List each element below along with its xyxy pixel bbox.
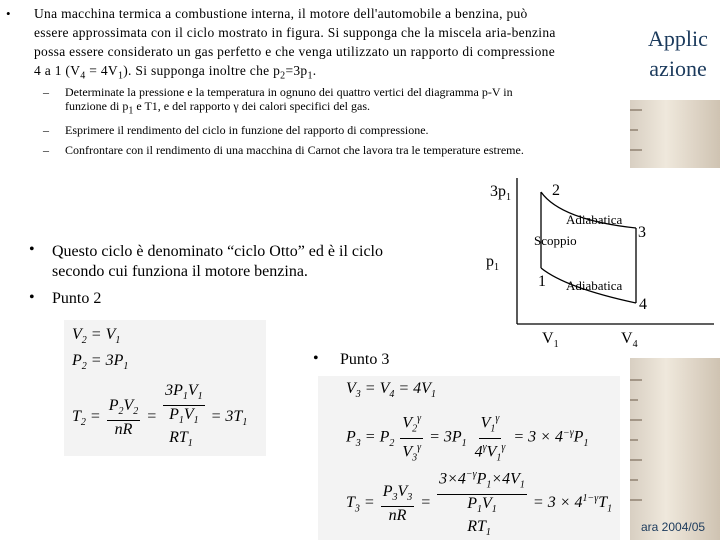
bullet-marker: •: [29, 289, 35, 306]
intro-line-2: essere approssimata con il ciclo mostrato in figura. Si supponga che la miscela aria-benzina: [34, 25, 556, 40]
punto-2-label: Punto 2: [52, 290, 102, 307]
otto-cycle-text: Questo ciclo è denominato “ciclo Otto” ed è il ciclo secondo cui funziona il motore benzina.: [52, 243, 383, 280]
bullet-marker: •: [29, 241, 35, 258]
task-3: – Confrontare con il rendimento di una macchina di Carnot che lavora tra le temperature estreme.: [43, 143, 524, 157]
x-label-v4: $V_4$: [621, 330, 638, 351]
punto-2-equations: $V_2 = V_1$ $P_2 = 3P_1$ $T_2$ = $\frac{P_2V_2}{nR}$ = $3P_1V_1$ $P_1V_1$ $RT_1$ = $3T_1$: [64, 320, 266, 456]
pv-diagram-lines: [486, 168, 720, 358]
adiabatica-bottom-label: Adiabatica: [566, 278, 623, 293]
bullet-marker: •: [6, 6, 11, 21]
intro-paragraph: [34, 4, 620, 86]
task-2: – Esprimere il rendimento del ciclo in funzione del rapporto di compressione.: [43, 123, 429, 137]
adiabatica-top-label: Adiabatica: [566, 212, 623, 227]
intro-line-3: possa essere considerato un gas perfetto e che venga utilizzato un rapporto di compressione: [34, 44, 556, 59]
bullet-marker: •: [313, 350, 319, 367]
point-2-label: 2: [552, 182, 560, 199]
footer-text: ara 2004/05: [641, 520, 706, 534]
x-label-v1: $V_1$: [542, 330, 559, 351]
point-1-label: 1: [538, 273, 546, 290]
task-1: – Determinate la pressione e la temperatura in ognuno dei quattro vertici del diagramma p-V in funzione di $p_1$ e T1, e del rapporto γ dei calori specifici del gas.: [43, 85, 513, 117]
pv-diagram: [486, 168, 720, 358]
slide-title: Applic azione: [648, 26, 708, 81]
point-4-label: 4: [639, 296, 647, 313]
scoppio-label: Scoppio: [534, 233, 577, 248]
punto-3-equations: $V_3 = V_4 = 4V_1$ $P_3 = P_2$ $\frac{V_2^\gamma}{V_3^\gamma}$ = $3P_1$ $\frac{V_1^\gamma}{4^\gamma V_1^\gamma}$ = $3 \times 4^{-\gamma}P_1$ $T_3$ = $\frac{P_3V_3}{nR}$ = $3\times 4^{-\gamma}P_1\times 4V_1$ $P_1V_1$ $RT_1$ = $3 \times 4^{1-\gamma}T_1$: [318, 376, 620, 540]
y-label-3p1: $3p_1$: [490, 183, 511, 204]
intro-line-1: Una macchina termica a combustione interna, il motore dell'automobile a benzina, può: [34, 6, 528, 21]
intro-line-4: 4 a 1 $(V_4 = 4V_1)$. Si supponga inoltre che $p_2=3p_1$.: [34, 63, 317, 82]
point-3-label: 3: [638, 224, 646, 241]
y-label-p1: $p_1$: [486, 253, 499, 274]
punto-3-label: Punto 3: [340, 351, 390, 368]
